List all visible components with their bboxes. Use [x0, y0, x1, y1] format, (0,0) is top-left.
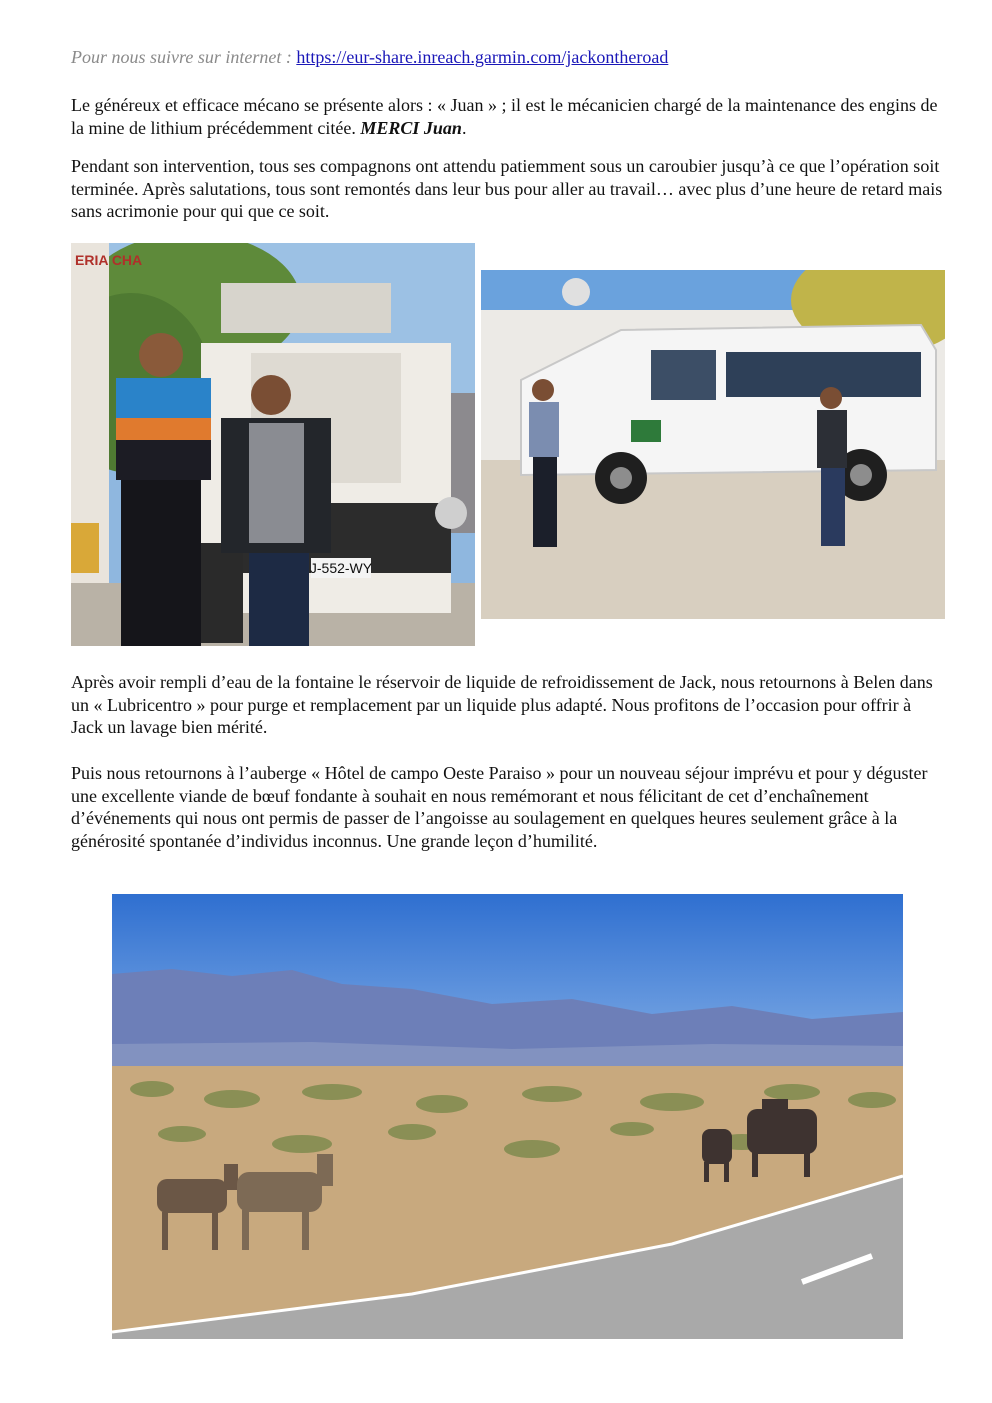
merci-juan: MERCI Juan: [360, 117, 462, 138]
photo-donkeys: [112, 894, 903, 1339]
paragraph-coolant: Après avoir rempli d’eau de la fontaine le réservoir de liquide de refroidissement de Jack, nous retournons à Belen dans un « Lubricentro » pour purge et remplacement par un liquide plus adapté. Nous profitons de l’occasion pour offrir à Jack un lavage bien mérité.: [71, 672, 933, 737]
paragraph-inn: Puis nous retournons à l’auberge « Hôtel de campo Oeste Paraiso » pour un nouveau séjour imprévu et pour y déguster une excellente viande de bœuf fondante à souhait en nous remémorant et nous félicitant de cet d’enchaînement d’événements qui nous ont permis de passer de l’angoisse au soulagement en quelques heures seulement grâce à la générosité spontanée d’individus inconnus. Une grande leçon d’humilité.: [71, 763, 928, 851]
page-header: [71, 47, 668, 68]
tracking-link[interactable]: https://eur-share.inreach.garmin.com/jackontheroad: [296, 47, 669, 67]
follow-label: Pour nous suivre sur internet :: [71, 47, 297, 67]
paragraph-wait: Pendant son intervention, tous ses compagnons ont attendu patiemment sous un caroubier jusqu’à ce que l’opération soit terminée. Après salutations, tous sont remontés dans leur bus pour aller au travail… avec plus d’une heure de retard mais sans acrimonie pour qui que ce soit.: [71, 156, 943, 221]
license-plate: J-552-WY: [309, 560, 373, 576]
paragraph-juan-end: .: [461, 117, 467, 138]
paragraph-juan-text: Le généreux et efficace mécano se présente alors : « Juan » ; il est le mécanicien chargé de la maintenance des engins de la mine de lithium précédemment citée.: [71, 95, 938, 138]
shop-sign: ERIA CHA: [75, 252, 143, 268]
photo-minibus: [481, 270, 945, 619]
paragraph-juan: [71, 94, 947, 139]
photo-mechanics: [71, 243, 475, 646]
